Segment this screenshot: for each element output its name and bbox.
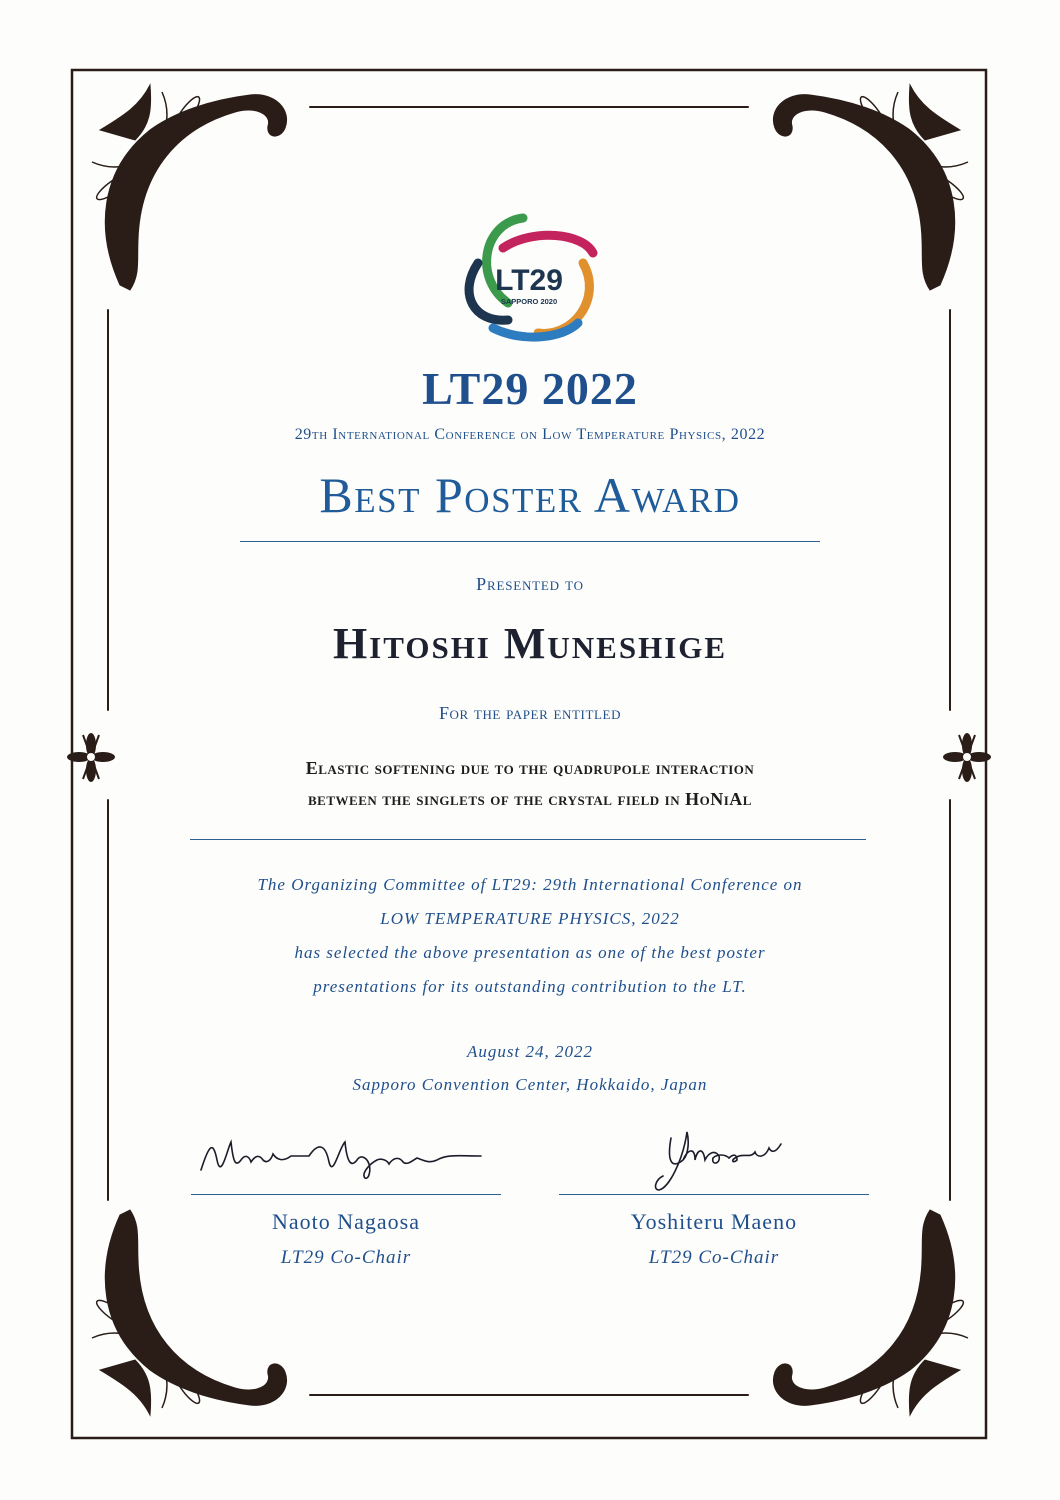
- citation-line3: has selected the above presentation as one of the best poster: [294, 943, 766, 962]
- event-title: LT29 2022: [422, 363, 638, 414]
- award-title: Best Poster Award: [319, 467, 741, 523]
- paper-title-line2: between the singlets of the crystal field in HoNiAl: [308, 789, 752, 809]
- citation-line1: The Organizing Committee of LT29: 29th International Conference on: [257, 875, 803, 894]
- corner-ornament-top-right: [773, 85, 968, 290]
- signatory-role: LT29 Co-Chair: [648, 1247, 780, 1268]
- citation-line2: LOW TEMPERATURE PHYSICS, 2022: [380, 909, 680, 928]
- award-date: August 24, 2022: [467, 1042, 593, 1061]
- signatory-role: LT29 Co-Chair: [280, 1247, 412, 1268]
- award-venue: Sapporo Convention Center, Hokkaido, Japan: [352, 1075, 708, 1094]
- presented-to-label: Presented to: [476, 574, 584, 594]
- for-paper-label: For the paper entitled: [438, 703, 622, 723]
- handwritten-signature-maeno: [559, 1120, 869, 1194]
- signature-nagaosa: [191, 1120, 501, 1194]
- signature-maeno: [559, 1120, 869, 1194]
- corner-ornament: [92, 85, 287, 290]
- recipient-name: Hitoshi Muneshige: [332, 619, 728, 668]
- logo-text: LT29: [495, 264, 563, 297]
- signatory-name: Yoshiteru Maeno: [630, 1209, 798, 1234]
- signature-block-nagaosa: [191, 1120, 501, 1269]
- award-divider: [240, 541, 820, 542]
- signature-line-left: [191, 1194, 501, 1195]
- handwritten-signature-nagaosa: [191, 1120, 501, 1194]
- logo-subtext: SAPPORO 2020: [500, 297, 558, 306]
- lt29-logo: [453, 208, 603, 348]
- conference-name: 29th International Conference on Low Temperature Physics, 2022: [294, 426, 766, 443]
- signatory-name: Naoto Nagaosa: [271, 1209, 420, 1234]
- signature-line-right: [559, 1194, 869, 1195]
- signature-block-maeno: [559, 1120, 869, 1269]
- citation-line4: presentations for its outstanding contribution to the LT.: [313, 977, 747, 996]
- paper-title-line1: Elastic softening due to the quadrupole interaction: [305, 758, 755, 778]
- paper-divider: [190, 839, 866, 840]
